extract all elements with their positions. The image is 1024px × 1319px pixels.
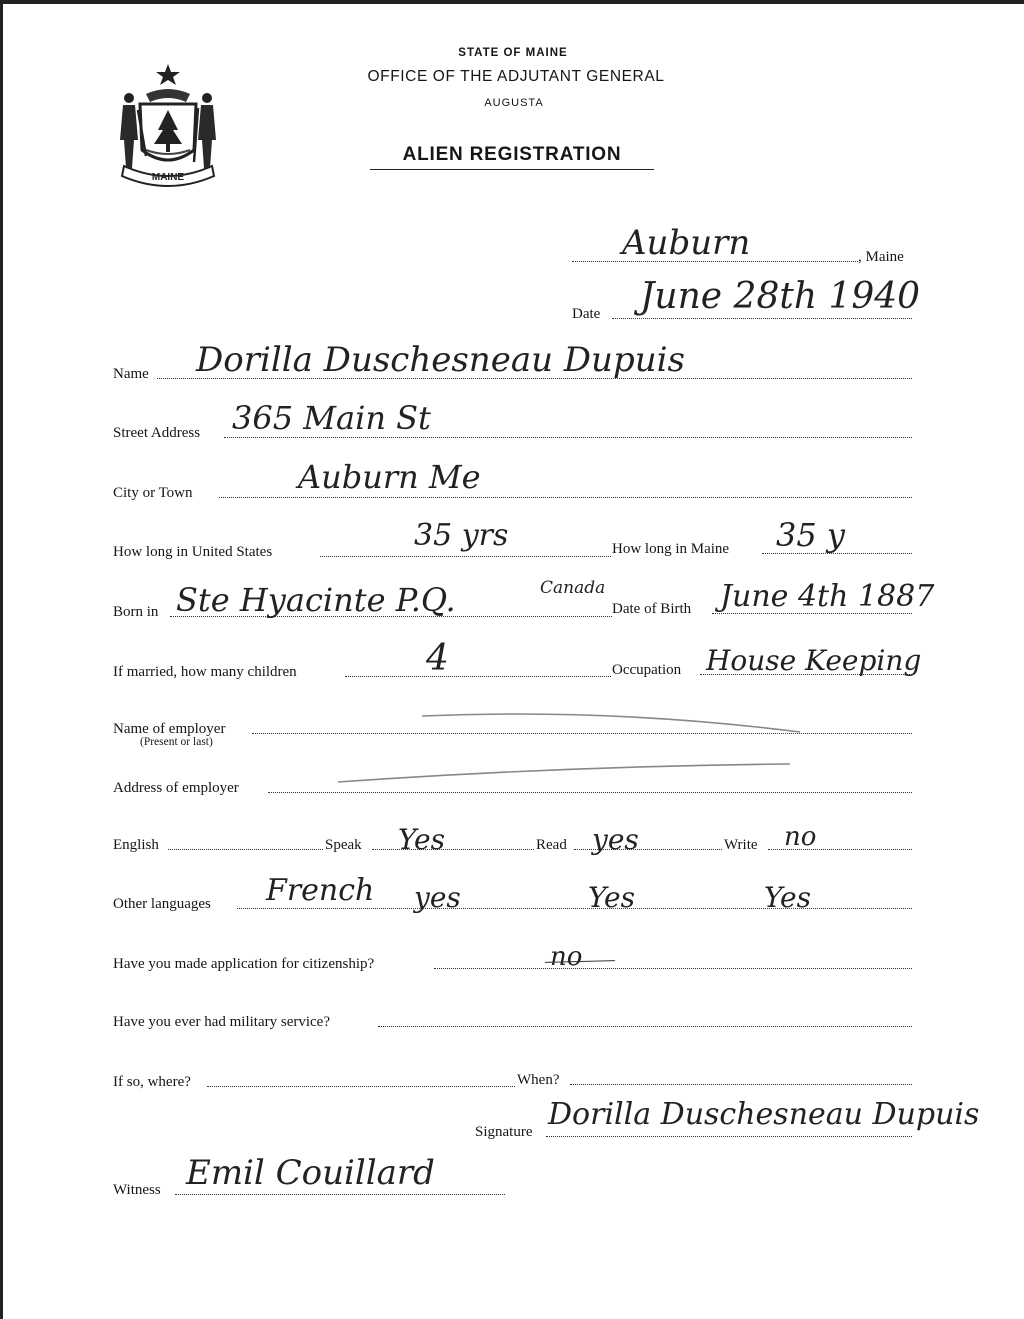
street-field[interactable]: 365 Main St [232,399,431,437]
how-long-us-field[interactable]: 35 yrs [414,518,509,553]
write-label: Write [724,837,758,853]
born-in-country[interactable]: Canada [540,578,606,598]
how-long-maine-field[interactable]: 35 y [776,516,845,554]
english-line [168,849,323,850]
how-long-us-line [320,556,611,557]
citizenship-line [434,968,912,969]
where-line [207,1086,515,1087]
date-line [612,318,912,319]
scan-border-top [0,0,1024,4]
speak-label: Speak [325,837,362,853]
other-language-field[interactable]: French [266,873,375,908]
witness-label: Witness [113,1182,161,1198]
other-speak-field[interactable]: yes [414,881,461,914]
employer-name-dash-stroke [420,710,810,740]
header-state: STATE OF MAINE [458,47,568,59]
dob-field[interactable]: June 4th 1887 [720,579,935,614]
city-label: City or Town [113,485,193,501]
when-line [570,1084,912,1085]
header-city: AUGUSTA [484,97,544,109]
city-line [219,497,912,498]
signature-line [546,1136,912,1137]
military-line [378,1026,912,1027]
employer-address-label: Address of employer [113,780,239,796]
employer-name-label: Name of employer [113,721,226,737]
street-label: Street Address [113,425,201,441]
military-label: Have you ever had military service? [113,1014,330,1030]
citizenship-label: Have you made application for citizenship? [113,956,375,972]
other-languages-label: Other languages [113,896,211,912]
born-in-field[interactable]: Ste Hyacinte P.Q. [176,581,456,619]
city-field[interactable]: Auburn Me [298,458,481,496]
other-read-field[interactable]: Yes [588,881,635,914]
other-write-field[interactable]: Yes [764,881,811,914]
occupation-field[interactable]: House Keeping [706,644,922,677]
children-field[interactable]: 4 [426,638,449,679]
occupation-label: Occupation [612,662,682,678]
maine-label: , Maine [858,249,904,265]
signature-field[interactable]: Dorilla Duschesneau Dupuis [548,1097,980,1132]
signature-label: Signature [475,1124,533,1140]
employer-address-line [268,792,912,793]
form-title: ALIEN REGISTRATION [370,144,654,170]
header-office: OFFICE OF THE ADJUTANT GENERAL [367,68,665,85]
seal-banner-label: MAINE [151,172,185,183]
english-read-field[interactable]: yes [592,823,639,856]
town-field[interactable]: Auburn [622,223,751,263]
employer-address-dash-stroke [336,760,796,786]
when-label: When? [517,1072,560,1088]
children-label: If married, how many children [113,664,297,680]
witness-field[interactable]: Emil Couillard [186,1153,435,1193]
name-field[interactable]: Dorilla Duschesneau Dupuis [196,340,685,380]
date-label: Date [572,306,601,322]
how-long-maine-label: How long in Maine [612,541,730,557]
read-label: Read [536,837,567,853]
name-label: Name [113,366,149,382]
state-seal-icon [112,58,224,192]
children-line [345,676,611,677]
speak-line [372,849,534,850]
how-long-us-label: How long in United States [113,544,273,560]
dob-label: Date of Birth [612,601,692,617]
date-field[interactable]: June 28th 1940 [640,276,921,317]
born-in-label: Born in [113,604,159,620]
english-write-field[interactable]: no [784,822,817,852]
street-line [224,437,912,438]
english-speak-field[interactable]: Yes [398,823,445,856]
scan-border-left [0,0,3,1319]
where-label: If so, where? [113,1074,191,1090]
witness-line [175,1194,505,1195]
citizenship-field[interactable]: no [550,942,583,972]
employer-note: (Present or last) [140,736,213,748]
english-label: English [113,837,159,853]
